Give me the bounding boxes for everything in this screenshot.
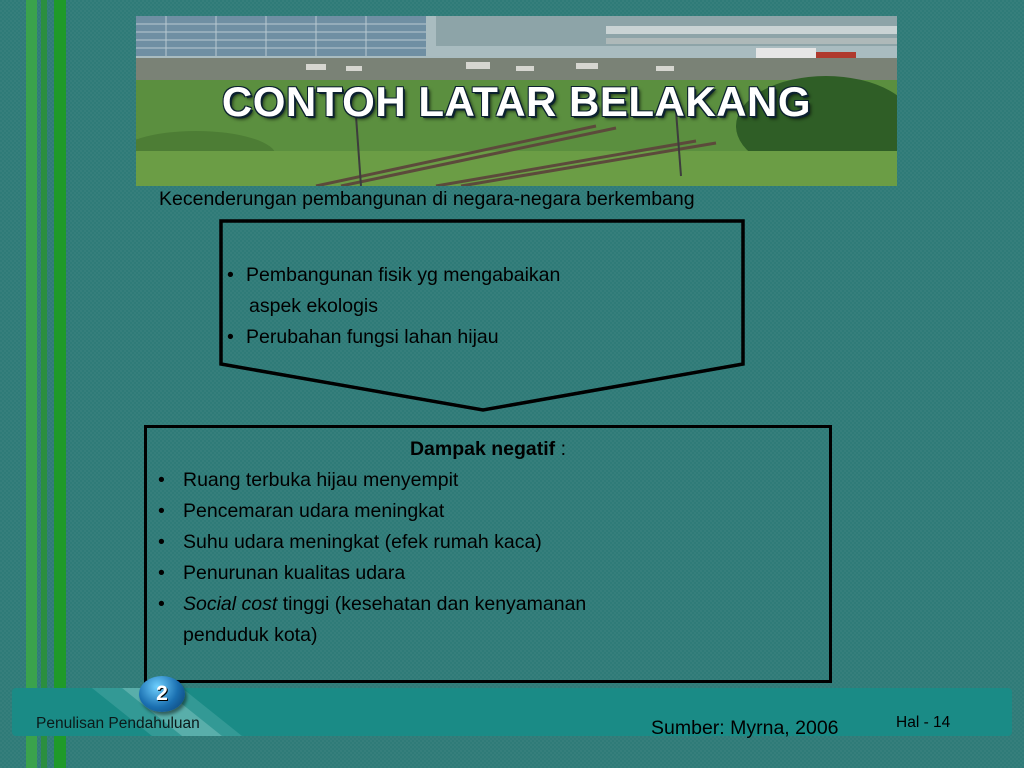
slide-title: CONTOH LATAR BELAKANG <box>221 78 812 125</box>
list-item-text: Pencemaran udara meningkat <box>183 500 445 522</box>
list-item-continuation <box>156 620 586 651</box>
header-banner-photo <box>136 16 897 186</box>
impact-heading <box>147 438 829 461</box>
bullet-icon: • <box>158 500 165 522</box>
trend-list <box>224 260 560 353</box>
page-number: Hal - 14 <box>896 714 951 731</box>
bullet-icon: • <box>158 531 165 553</box>
bullet-icon: • <box>158 562 165 584</box>
list-item-text: Perubahan fungsi lahan hijau <box>246 326 499 348</box>
list-item-text: penduduk kota) <box>183 624 318 646</box>
list-item <box>156 496 586 527</box>
footer-section-label: Penulisan Pendahuluan <box>36 715 200 732</box>
impact-list <box>156 465 586 651</box>
bullet-icon: • <box>227 264 234 286</box>
list-item <box>156 465 586 496</box>
list-item-text <box>183 589 586 620</box>
footer-source: Sumber: Myrna, 2006 <box>651 717 839 739</box>
list-item <box>224 260 560 291</box>
impact-heading-bold: Dampak negatif <box>409 438 556 460</box>
decor-stripe-3 <box>54 0 66 768</box>
impact-box <box>144 425 832 683</box>
list-item-rest: tinggi (kesehatan dan kenyamanan <box>277 593 587 615</box>
bullet-icon: • <box>158 593 165 615</box>
bullet-icon: • <box>227 326 234 348</box>
list-item <box>156 589 586 620</box>
decor-stripe-1 <box>26 0 37 768</box>
list-item-continuation <box>224 291 560 322</box>
numbered-circle-badge-icon: 2 <box>139 676 185 712</box>
list-item-text: Ruang terbuka hijau menyempit <box>183 469 459 491</box>
list-item <box>224 322 560 353</box>
bullet-icon: • <box>158 469 165 491</box>
list-item-italic: Social cost <box>183 593 278 615</box>
list-item-text: aspek ekologis <box>249 295 378 317</box>
impact-heading-suffix: : <box>555 438 567 460</box>
decor-stripe-2 <box>41 0 47 768</box>
list-item <box>156 558 586 589</box>
list-item-text: Suhu udara meningkat (efek rumah kaca) <box>183 531 542 553</box>
slide-subtitle: Kecenderungan pembangunan di negara-negara berkembang <box>159 188 695 210</box>
list-item-text: Penurunan kualitas udara <box>183 562 406 584</box>
list-item <box>156 527 586 558</box>
list-item-text: Pembangunan fisik yg mengabaikan <box>246 264 561 286</box>
